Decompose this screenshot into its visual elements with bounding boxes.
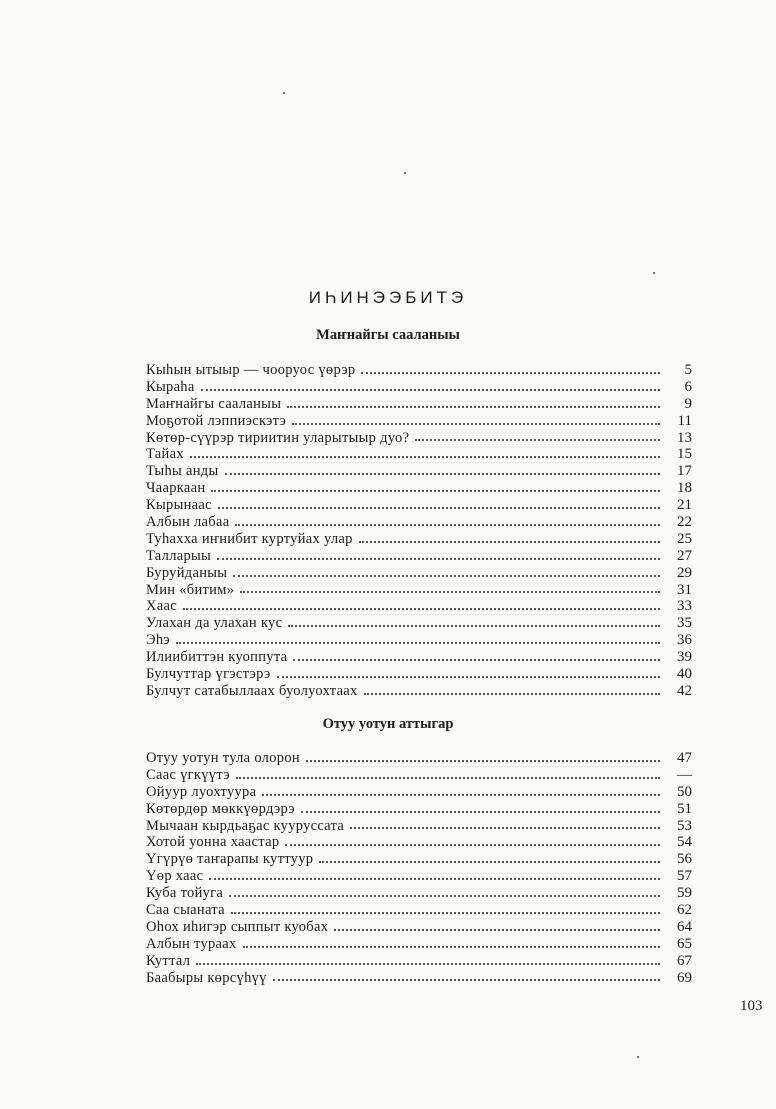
toc-entry (146, 970, 692, 987)
toc-entry (146, 582, 692, 599)
dot-leader (262, 793, 660, 796)
toc-entry-page: 47 (677, 750, 692, 766)
toc-entry-page: 65 (677, 935, 692, 952)
toc-entry (146, 446, 692, 463)
dot-leader (196, 962, 660, 965)
toc-entry (146, 480, 692, 497)
dot-leader (293, 658, 660, 661)
dot-leader (209, 877, 660, 880)
toc-entry (146, 565, 692, 582)
toc-entry-title: Баабыры көрсүһүү (146, 969, 267, 986)
toc-entry-title: Саа сыаната (146, 902, 225, 919)
dot-leader (211, 489, 660, 492)
dot-leader (229, 894, 660, 897)
toc-entry (146, 683, 692, 700)
toc-entry-page: 50 (677, 783, 692, 800)
toc-entry-page: 42 (677, 682, 692, 699)
dot-leader (217, 557, 660, 560)
toc-entry-page: 62 (677, 902, 692, 919)
toc-entry-title: Үөр хаас (146, 868, 204, 885)
toc-entry (146, 548, 692, 565)
toc-entry-title: Отуу уотун тула олорон (146, 750, 300, 766)
dot-leader (236, 776, 660, 779)
toc-entry-page: 9 (684, 395, 692, 412)
toc-section-1 (146, 362, 692, 700)
section-heading-1: Маҥнайгы сааланыы (316, 327, 460, 343)
dot-leader (364, 692, 660, 695)
toc-entry-page: 40 (677, 666, 692, 683)
toc-entry-page: 51 (677, 800, 692, 817)
toc-entry-title: Булчут сатабыллаах буолуохтаах (146, 682, 358, 699)
toc-entry-title: Көтөр-сүүрэр тириитин уларытыыр дуо? (146, 429, 410, 446)
toc-entry-page: — (677, 766, 692, 783)
toc-entry-page: 31 (677, 581, 692, 598)
toc-entry-page: 6 (684, 378, 692, 395)
toc-entry (146, 362, 692, 379)
section-heading-2: Отуу уотун аттыгар (322, 716, 454, 732)
toc-entry-title: Тайах (146, 446, 184, 463)
toc-entry-title: Ойуур луохтуура (146, 783, 257, 800)
dot-leader (235, 523, 660, 526)
toc-entry (146, 834, 692, 851)
dot-leader (190, 455, 660, 458)
toc-section-2 (146, 750, 692, 986)
dot-leader (231, 911, 660, 914)
toc-entry-title: Илиибиттэн куоппута (146, 649, 288, 666)
toc-entry-title: Эһэ (146, 632, 170, 649)
toc-entry (146, 615, 692, 632)
toc-entry (146, 430, 692, 447)
dot-leader (176, 641, 660, 644)
dot-leader (415, 438, 660, 441)
toc-entry-page: 15 (677, 446, 692, 463)
toc-entry (146, 784, 692, 801)
dot-leader (277, 675, 660, 678)
toc-entry-title: Кырынаас (146, 497, 212, 514)
toc-entry-title: Үгүрүө таҥарапы куттуур (146, 851, 314, 868)
toc-entry-title: Мин «битим» (146, 581, 235, 598)
toc-entry-page: 5 (684, 362, 692, 378)
dot-leader (301, 810, 660, 813)
dot-leader (243, 945, 660, 948)
toc-entry-title: Моҕотой лэппиэскэтэ (146, 412, 287, 429)
toc-entry-page: 67 (677, 952, 692, 969)
paper-speck (283, 92, 285, 94)
toc-entry-page: 18 (677, 480, 692, 497)
dot-leader (350, 826, 660, 829)
dot-leader (233, 574, 660, 577)
toc-entry-title: Кыраһа (146, 378, 195, 395)
toc-entry-title: Улахан да улахан кус (146, 615, 283, 632)
toc-entry-title: Булчуттар үгэстэрэ (146, 666, 271, 683)
dot-leader (306, 759, 660, 762)
toc-entry-title: Талларыы (146, 547, 212, 564)
toc-entry-title: Оһох иһигэр сыппыт куобах (146, 918, 329, 935)
toc-entry (146, 902, 692, 919)
dot-leader (183, 607, 660, 610)
toc-entry (146, 936, 692, 953)
dot-leader (285, 843, 660, 846)
dot-leader (201, 388, 660, 391)
toc-entry (146, 632, 692, 649)
dot-leader (334, 928, 660, 931)
toc-entry (146, 868, 692, 885)
toc-entry-title: Куттал (146, 952, 191, 969)
toc-entry-page: 56 (677, 851, 692, 868)
dot-leader (240, 590, 660, 593)
toc-entry-page: 11 (677, 412, 692, 429)
toc-entry-title: Албын тураах (146, 935, 237, 952)
toc-entry (146, 413, 692, 430)
toc-entry-page: 25 (677, 530, 692, 547)
toc-entry (146, 497, 692, 514)
toc-entry (146, 801, 692, 818)
toc-entry-title: Кыһын ытыыр — чооруос үөрэр (146, 362, 356, 378)
toc-entry-title: Буруйданыы (146, 564, 228, 581)
toc-entry-title: Көтөрдөр мөккүөрдэрэ (146, 800, 295, 817)
toc-entry-page: 57 (677, 868, 692, 885)
toc-entry-page: 13 (677, 429, 692, 446)
toc-entry (146, 666, 692, 683)
toc-entry-page: 17 (677, 463, 692, 480)
toc-entry-title: Туһахха иҥнибит куртуйах улар (146, 530, 353, 547)
toc-entry (146, 379, 692, 396)
page-title: ИҺИНЭЭБИТЭ (308, 288, 468, 307)
toc-entry (146, 598, 692, 615)
toc-entry-page: 39 (677, 649, 692, 666)
toc-entry (146, 649, 692, 666)
toc-entry (146, 531, 692, 548)
paper-speck (404, 172, 406, 174)
toc-entry-title: Хаас (146, 598, 177, 615)
toc-entry (146, 396, 692, 413)
toc-entry (146, 750, 692, 767)
toc-entry (146, 818, 692, 835)
toc-entry-page: 69 (677, 969, 692, 986)
toc-entry-title: Мычаан кырдьаҕас куурусcата (146, 817, 345, 834)
toc-entry (146, 514, 692, 531)
toc-entry-title: Албын лабаа (146, 514, 230, 531)
toc-entry-page: 59 (677, 885, 692, 902)
toc-entry-page: 33 (677, 598, 692, 615)
paper-speck (637, 1056, 639, 1058)
toc-entry-page: 27 (677, 547, 692, 564)
page-number: 103 (740, 998, 763, 1014)
toc-entry (146, 953, 692, 970)
dot-leader (361, 371, 660, 374)
dot-leader (287, 405, 660, 408)
toc-entry-page: 22 (677, 514, 692, 531)
toc-entry-title: Хотой уонна хаастар (146, 834, 280, 851)
toc-entry-page: 36 (677, 632, 692, 649)
toc-entry-page: 54 (677, 834, 692, 851)
toc-entry-title: Чааркаан (146, 480, 206, 497)
toc-entry-title: Маҥнайгы сааланыы (146, 395, 282, 412)
dot-leader (359, 540, 660, 543)
toc-entry (146, 463, 692, 480)
dot-leader (273, 978, 660, 981)
toc-entry (146, 851, 692, 868)
toc-entry-title: Тыһы анды (146, 463, 219, 480)
dot-leader (288, 624, 660, 627)
toc-entry-page: 35 (677, 615, 692, 632)
dot-leader (225, 472, 660, 475)
toc-entry-title: Саас үгкүүтэ (146, 766, 230, 783)
dot-leader (218, 506, 660, 509)
toc-entry-page: 53 (677, 817, 692, 834)
dot-leader (319, 860, 660, 863)
dot-leader (292, 422, 660, 425)
toc-entry-page: 64 (677, 918, 692, 935)
paper-speck (653, 272, 655, 274)
toc-entry-title: Куба тойуга (146, 885, 224, 902)
toc-entry-page: 21 (677, 497, 692, 514)
toc-entry (146, 885, 692, 902)
toc-entry (146, 767, 692, 784)
toc-entry-page: 29 (677, 564, 692, 581)
toc-entry (146, 919, 692, 936)
